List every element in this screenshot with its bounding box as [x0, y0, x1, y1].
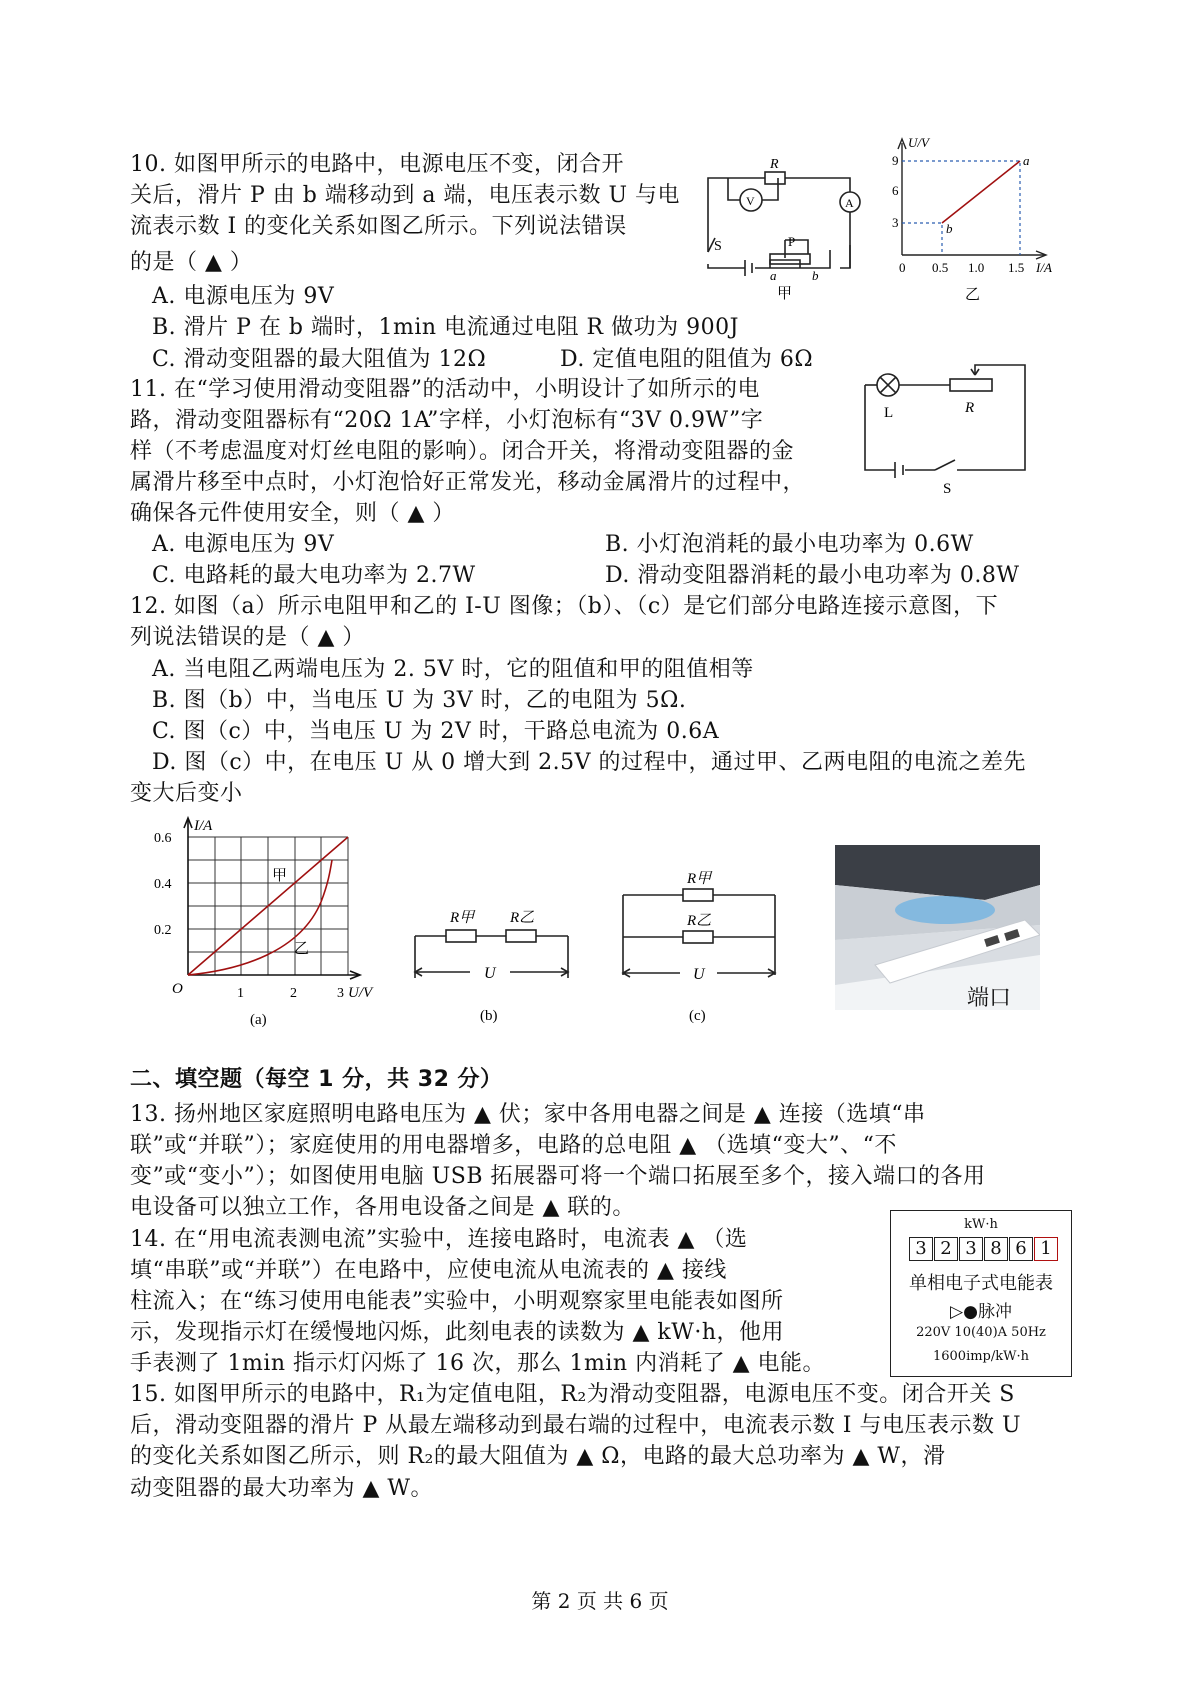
- q11-line: 路，滑动变阻器标有“20Ω 1A”字样，小灯泡标有“3V 0.9W”字: [130, 408, 764, 433]
- q10-line: 关后，滑片 P 由 b 端移动到 a 端，电压表示数 U 与电: [130, 183, 680, 208]
- switch-label: S: [714, 239, 722, 254]
- series-jia-label: 甲: [272, 868, 288, 884]
- q14-line: 手表测了 1min 指示灯闪烁了 16 次，那么 1min 内消耗了 ▲ 电能。: [130, 1351, 825, 1376]
- point-a-label: a: [1023, 153, 1030, 168]
- meter-digit: 6: [1009, 1237, 1033, 1261]
- q10-line: 10. 如图甲所示的电路中，电源电压不变，闭合开: [130, 152, 624, 177]
- q13-line: 联”或“并联”）；家庭使用的用电器增多，电路的总电阻 ▲ （选填“变大”、“不: [130, 1133, 897, 1158]
- voltmeter-label: V: [746, 194, 755, 208]
- resistor-jia-label: R甲: [450, 910, 475, 926]
- q10-ui-graph: [880, 135, 1060, 305]
- y-tick-label: 0.2: [154, 923, 172, 938]
- q14-line: 示，发现指示灯在缓慢地闪烁，此刻电表的读数为 ▲ kW·h，他用: [130, 1320, 785, 1345]
- figure-caption-jia: 甲: [777, 286, 793, 300]
- q10-option-d: D. 定值电阻的阻值为 6Ω: [560, 347, 814, 372]
- page-footer: 第 2 页 共 6 页: [531, 1589, 669, 1613]
- q12-iu-graph: [150, 812, 380, 1032]
- x-tick-label: 0.5: [932, 260, 949, 275]
- point-b-label: b: [946, 221, 953, 236]
- q12-option-b: B. 图（b）中，当电压 U 为 3V 时，乙的电阻为 5Ω.: [152, 688, 687, 713]
- q12-line: 12. 如图（a）所示电阻甲和乙的 I-U 图像；（b）、（c）是它们部分电路连接示意图，下: [130, 594, 999, 619]
- q11-line: 属滑片移至中点时，小灯泡恰好正常发光，移动金属滑片的过程中，: [130, 470, 806, 495]
- origin-label: O: [172, 981, 183, 997]
- q11-line: 样（不考虑温度对灯丝电阻的影响）。闭合开关，将滑动变阻器的金: [130, 439, 795, 464]
- lamp-label: L: [884, 405, 894, 421]
- x-tick-label: 1.0: [968, 260, 985, 275]
- series-yi-label: 乙: [294, 941, 310, 957]
- q15-line: 15. 如图甲所示的电路中，R₁为定值电阻，R₂为滑动变阻器，电源电压不变。闭合开关 S: [130, 1382, 1015, 1407]
- x-axis-label: U/V: [348, 985, 373, 1001]
- q11-circuit-diagram: [855, 355, 1035, 500]
- q14-line: 填“串联”或“并联”）在电路中，应使电流从电流表的 ▲ 接线: [130, 1258, 727, 1283]
- y-tick-label: 0.4: [154, 877, 172, 892]
- meter-digits: [909, 1237, 1058, 1261]
- y-axis-label: U/V: [908, 135, 929, 150]
- q10-option-a: A. 电源电压为 9V: [152, 284, 335, 309]
- q12-parallel-circuit: [615, 865, 790, 1025]
- q12-line: 列说法错误的是（ ▲ ）: [130, 625, 365, 650]
- slider-label: P: [788, 234, 796, 249]
- q12-option-d: D. 图（c）中，在电压 U 从 0 增大到 2.5V 的过程中，通过甲、乙两电阻的电流之差先: [152, 750, 1027, 775]
- q12-option-d-cont: 变大后变小: [130, 781, 243, 806]
- meter-constant: 1600imp/kW·h: [932, 1349, 1029, 1364]
- q12-option-a: A. 当电阻乙两端电压为 2. 5V 时，它的阻值和甲的阻值相等: [152, 657, 754, 682]
- meter-digit: 8: [984, 1237, 1008, 1261]
- q11-line: 确保各元件使用安全，则（ ▲ ）: [130, 501, 455, 526]
- q15-line: 动变阻器的最大功率为 ▲ W。: [130, 1476, 434, 1501]
- q11-option-d: D. 滑动变阻器消耗的最小电功率为 0.8W: [605, 563, 1020, 588]
- q12-option-c: C. 图（c）中，当电压 U 为 2V 时，干路总电流为 0.6A: [152, 719, 720, 744]
- resistor-jia-label: R甲: [687, 871, 712, 887]
- figure-caption-b: (b): [480, 1008, 498, 1024]
- resistor-yi-label: R乙: [510, 910, 535, 926]
- meter-pulse-indicator: ▷●脉冲: [950, 1302, 1012, 1322]
- q10-line: 流表示数 I 的变化关系如图乙所示。下列说法错误: [130, 214, 627, 239]
- q14-line: 14. 在“用电流表测电流”实验中，连接电路时，电流表 ▲ （选: [130, 1227, 748, 1252]
- resistor-label: R: [770, 157, 779, 172]
- meter-rating: 220V 10(40)A 50Hz: [916, 1325, 1046, 1340]
- end-a-label: a: [770, 268, 777, 283]
- meter-digit: 3: [959, 1237, 983, 1261]
- figure-caption-yi: 乙: [965, 287, 981, 303]
- energy-meter: [890, 1210, 1072, 1377]
- q14-line: 柱流入；在“练习使用电能表”实验中，小明观察家里电能表如图所: [130, 1289, 784, 1314]
- voltage-label: U: [484, 965, 496, 982]
- usb-hub-photo: [835, 845, 1040, 1010]
- figure-caption-c: (c): [689, 1008, 706, 1024]
- y-tick-label: 0.6: [154, 831, 172, 846]
- q10-circuit-diagram: [700, 150, 870, 300]
- y-tick-label: 3: [892, 215, 899, 230]
- meter-unit: kW·h: [964, 1217, 998, 1232]
- origin-label: 0: [899, 260, 906, 275]
- x-tick-label: 1: [237, 986, 244, 1001]
- q10-line: 的是（ ▲ ）: [130, 250, 253, 275]
- q11-option-c: C. 电路耗的最大电功率为 2.7W: [152, 563, 476, 588]
- meter-digit: 2: [934, 1237, 958, 1261]
- q11-option-a: A. 电源电压为 9V: [152, 532, 335, 557]
- q15-line: 的变化关系如图乙所示，则 R₂的最大阻值为 ▲ Ω，电路的最大总功率为 ▲ W，滑: [130, 1444, 946, 1469]
- x-tick-label: 3: [337, 986, 344, 1001]
- figure-caption-a: (a): [250, 1012, 267, 1028]
- rheostat-label: R: [965, 400, 975, 416]
- q13-line: 电设备可以独立工作，各用电设备之间是 ▲ 联的。: [130, 1195, 635, 1220]
- y-axis-label: I/A: [194, 818, 213, 834]
- q13-line: 13. 扬州地区家庭照明电路电压为 ▲ 伏；家中各用电器之间是 ▲ 连接（选填“串: [130, 1102, 926, 1127]
- ammeter-label: A: [845, 196, 854, 210]
- x-tick-label: 2: [290, 986, 297, 1001]
- section-title: 二、填空题（每空 1 分，共 32 分）: [130, 1067, 503, 1092]
- y-tick-label: 9: [892, 153, 899, 168]
- meter-digit: 3: [909, 1237, 933, 1261]
- voltage-label: U: [693, 966, 705, 983]
- meter-digit-decimal: 1: [1034, 1237, 1058, 1261]
- resistor-yi-label: R乙: [687, 913, 712, 929]
- q11-line: 11. 在“学习使用滑动变阻器”的活动中，小明设计了如所示的电: [130, 377, 760, 402]
- q15-line: 后，滑动变阻器的滑片 P 从最左端移动到最右端的过程中，电流表示数 I 与电压表示数 U: [130, 1413, 1022, 1438]
- meter-name: 单相电子式电能表: [909, 1273, 1053, 1294]
- q10-option-c: C. 滑动变阻器的最大阻值为 12Ω: [152, 347, 487, 372]
- q12-series-circuit: [410, 900, 585, 1025]
- end-b-label: b: [812, 268, 819, 283]
- port-label: 端口: [967, 986, 1012, 1010]
- switch-label: S: [943, 481, 952, 497]
- q10-option-b: B. 滑片 P 在 b 端时，1min 电流通过电阻 R 做功为 900J: [152, 315, 739, 340]
- x-tick-label: 1.5: [1008, 260, 1025, 275]
- q13-line: 变”或“变小”）；如图使用电脑 USB 拓展器可将一个端口拓展至多个，接入端口的各用: [130, 1164, 986, 1189]
- y-tick-label: 6: [892, 183, 899, 198]
- x-axis-label: I/A: [1036, 260, 1052, 275]
- q11-option-b: B. 小灯泡消耗的最小电功率为 0.6W: [605, 532, 974, 557]
